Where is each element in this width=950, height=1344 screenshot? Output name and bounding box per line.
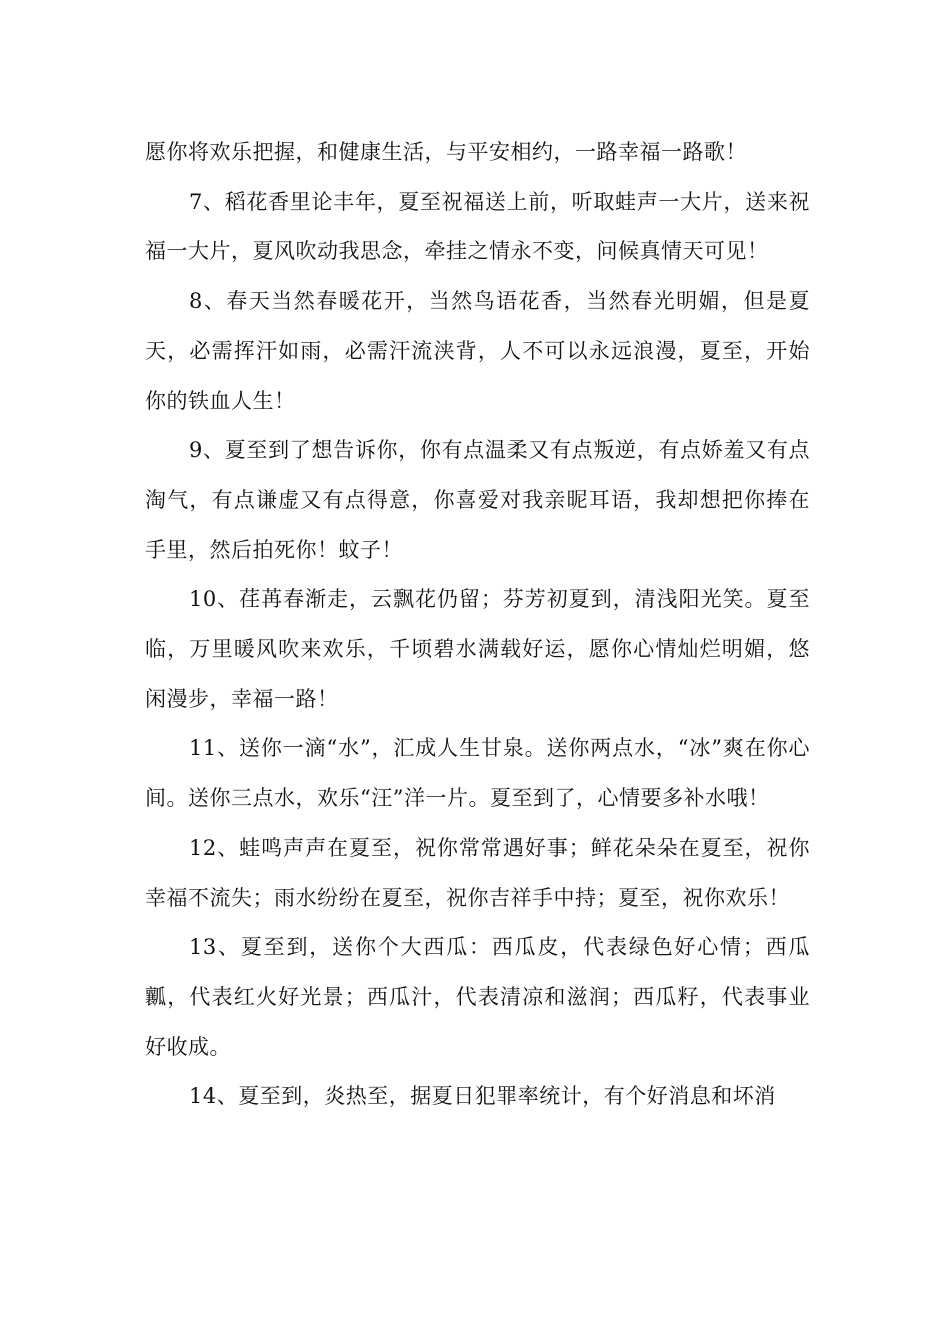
paragraph-item-14: 14、夏至到，炎热至，据夏日犯罪率统计，有个好消息和坏消 [189, 1084, 776, 1109]
paragraph-item-11: 11、送你一滴“水”，汇成人生甘泉。送你两点水，“冰”爽在你心间。送你三点水，欢乐“汪”洋一片。夏至到了，心情要多补水哦！ [145, 736, 810, 811]
paragraph-item-9: 9、夏至到了想告诉你，你有点温柔又有点叛逆，有点娇羞又有点淘气，有点谦虚又有点得意，你喜爱对我亲昵耳语，我却想把你捧在手里，然后拍死你！蚊子！ [145, 438, 810, 562]
paragraph-item-10: 10、荏苒春渐走，云飘花仍留；芬芳初夏到，清浅阳光笑。夏至临，万里暖风吹来欢乐，千顷碧水满载好运，愿你心情灿烂明媚，悠闲漫步，幸福一路！ [145, 587, 810, 711]
paragraph-item-8: 8、春天当然春暖花开，当然鸟语花香，当然春光明媚，但是夏天，必需挥汗如雨，必需汗流浃背，人不可以永远浪漫，夏至，开始你的铁血人生！ [145, 289, 810, 413]
paragraph-item-7: 7、稻花香里论丰年，夏至祝福送上前，听取蛙声一大片，送来祝福一大片，夏风吹动我思念，牵挂之情永不变，问候真情天可见！ [145, 189, 810, 264]
paragraph-continuation: 愿你将欢乐把握，和健康生活，与平安相约，一路幸福一路歌！ [145, 140, 747, 164]
paragraph-item-12: 12、蛙鸣声声在夏至，祝你常常遇好事；鲜花朵朵在夏至，祝你幸福不流失；雨水纷纷在夏至，祝你吉祥手中持；夏至，祝你欢乐！ [145, 835, 810, 910]
document-body [145, 128, 810, 1122]
paragraph-item-13: 13、夏至到，送你个大西瓜：西瓜皮，代表绿色好心情；西瓜瓤，代表红火好光景；西瓜汁，代表清凉和滋润；西瓜籽，代表事业好收成。 [145, 935, 810, 1059]
